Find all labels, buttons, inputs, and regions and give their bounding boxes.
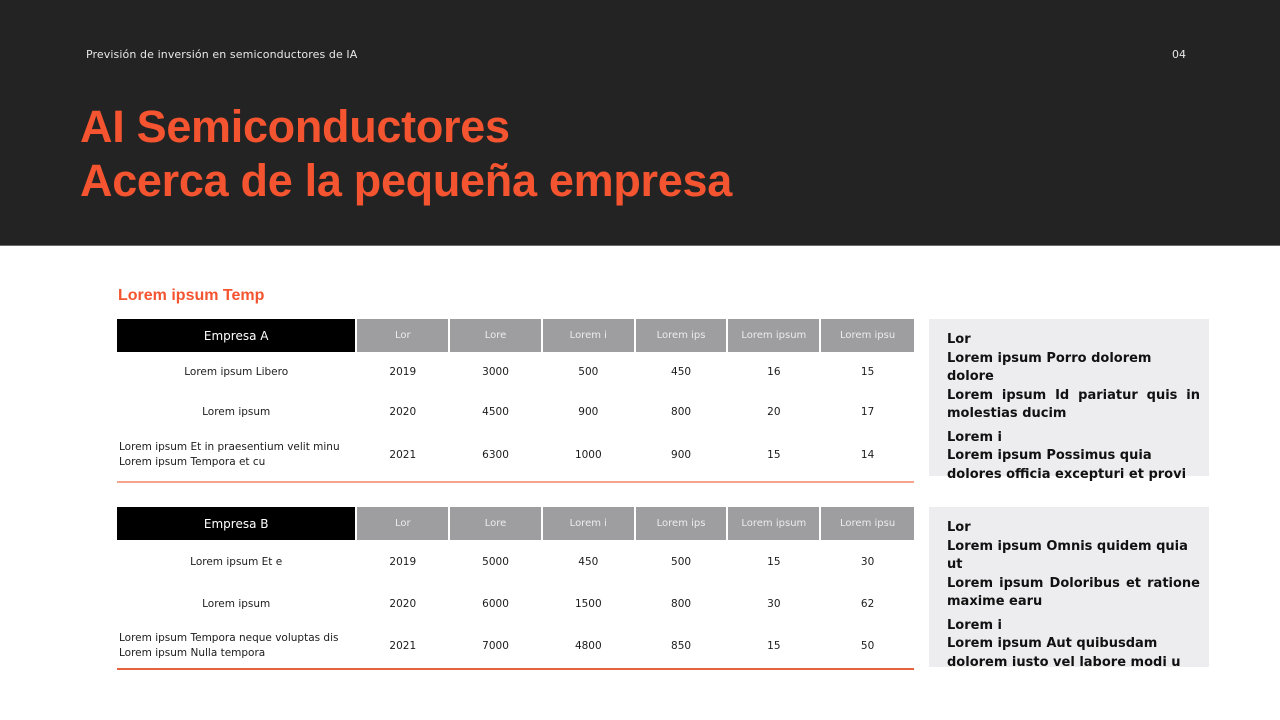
table-cell: 500 — [671, 556, 692, 568]
table-cell: 2020 — [389, 406, 417, 418]
table-cell: 800 — [671, 598, 692, 610]
deck-subtitle: Previsión de inversión en semiconductores de IA — [86, 48, 358, 61]
column-header: Lore — [450, 507, 541, 540]
company-table-b — [117, 507, 914, 670]
table-cell: 4800 — [574, 640, 602, 652]
table-row — [117, 540, 914, 584]
table-bottom-rule — [117, 481, 914, 483]
table-cell: 30 — [860, 556, 875, 568]
table-cell: 50 — [860, 640, 875, 652]
table-cell: 30 — [767, 598, 781, 610]
row-label: Lorem ipsum Libero — [184, 365, 289, 378]
column-header: Lorem ips — [636, 507, 727, 540]
row-label: Lorem ipsum — [202, 405, 271, 418]
table-cell: 20 — [767, 406, 781, 418]
table-cell: 16 — [767, 366, 781, 378]
table-row — [117, 584, 914, 624]
column-header: Lorem ipsu — [821, 319, 914, 352]
page-title — [80, 100, 732, 208]
table-cell: 450 — [578, 556, 599, 568]
row-label: Lorem ipsum — [202, 597, 271, 610]
column-header: Lorem i — [543, 507, 634, 540]
row-label — [117, 631, 355, 661]
table-cell: 1500 — [574, 598, 602, 610]
table-cell: 62 — [860, 598, 875, 610]
company-name-header: Empresa B — [117, 507, 355, 540]
table-row — [117, 352, 914, 392]
table-cell: 2019 — [389, 366, 417, 378]
table-cell: 6300 — [482, 449, 509, 461]
column-header: Lore — [450, 319, 541, 352]
column-header: Lorem ipsu — [821, 507, 914, 540]
table-cell: 14 — [860, 449, 875, 461]
table-cell: 17 — [860, 406, 875, 418]
row-label-line: Lorem ipsum Tempora et cu — [119, 456, 266, 468]
note-text: Lorem ipsum Omnis quidem quia ut — [947, 538, 1188, 572]
table-header-row — [117, 319, 914, 352]
note-block — [947, 617, 1200, 673]
company-name-header: Empresa A — [117, 319, 355, 352]
row-label-line: Lorem ipsum Nulla tempora — [119, 647, 266, 659]
table-cell: 900 — [578, 406, 599, 418]
table-row — [117, 392, 914, 432]
table-bottom-rule — [117, 668, 914, 670]
column-header: Lor — [357, 507, 448, 540]
page-title-line-1: AI Semiconductores — [80, 101, 510, 152]
notes-box-a — [929, 319, 1209, 482]
table-cell: 15 — [860, 366, 875, 378]
table-cell: 500 — [578, 366, 599, 378]
note-block — [947, 331, 1200, 424]
table-row — [117, 624, 914, 668]
row-label-line: Lorem ipsum Et in praesentium velit minu — [119, 441, 340, 453]
table-cell: 2020 — [389, 598, 417, 610]
column-header: Lorem ips — [636, 319, 727, 352]
table-cell: 7000 — [482, 640, 509, 652]
section-heading: Lorem ipsum Temp — [118, 287, 265, 304]
table-cell: 2021 — [389, 640, 417, 652]
table-cell: 1000 — [574, 449, 602, 461]
table-cell: 2019 — [389, 556, 417, 568]
page-number: 04 — [1172, 48, 1186, 61]
table-cell: 4500 — [482, 406, 509, 418]
company-table-a — [117, 319, 914, 483]
row-label: Lorem ipsum Et e — [190, 555, 283, 568]
column-header: Lorem ipsum — [728, 319, 819, 352]
column-header: Lor — [357, 319, 448, 352]
notes-box-b — [929, 507, 1209, 670]
table-cell: 800 — [671, 406, 692, 418]
page-title-line-2: Acerca de la pequeña empresa — [80, 155, 732, 206]
table-cell: 15 — [767, 556, 781, 568]
note-title: Lor — [947, 520, 971, 535]
column-header: Lorem ipsum — [728, 507, 819, 540]
note-text: Lorem ipsum Possimus quia dolores officia excepturi et provi — [947, 448, 1187, 482]
row-label-line: Lorem ipsum Tempora neque voluptas dis — [119, 632, 339, 644]
table-header-row — [117, 507, 914, 540]
table-row — [117, 432, 914, 478]
table-cell: 3000 — [482, 366, 509, 378]
note-block — [947, 429, 1200, 485]
note-text: Lorem ipsum Id pariatur quis in molestias ducim — [947, 387, 1200, 421]
note-title: Lorem i — [947, 617, 1002, 633]
table-cell: 15 — [767, 449, 781, 461]
row-label — [117, 440, 355, 470]
note-text: Lorem ipsum Porro dolorem dolore — [947, 350, 1152, 384]
note-block — [947, 519, 1200, 612]
table-cell: 5000 — [482, 556, 509, 568]
table-cell: 850 — [671, 640, 692, 652]
note-title: Lor — [947, 332, 971, 347]
note-title: Lorem i — [947, 429, 1002, 445]
note-text: Lorem ipsum Aut quibusdam dolorem iusto vel labore modi u — [947, 636, 1181, 670]
table-cell: 900 — [671, 449, 692, 461]
header-band — [0, 0, 1280, 246]
table-cell: 15 — [767, 640, 781, 652]
table-cell: 6000 — [482, 598, 509, 610]
column-header: Lorem i — [543, 319, 634, 352]
note-text: Lorem ipsum Doloribus et ratione maxime earu — [947, 575, 1200, 609]
table-cell: 2021 — [389, 449, 417, 461]
table-cell: 450 — [671, 366, 692, 378]
